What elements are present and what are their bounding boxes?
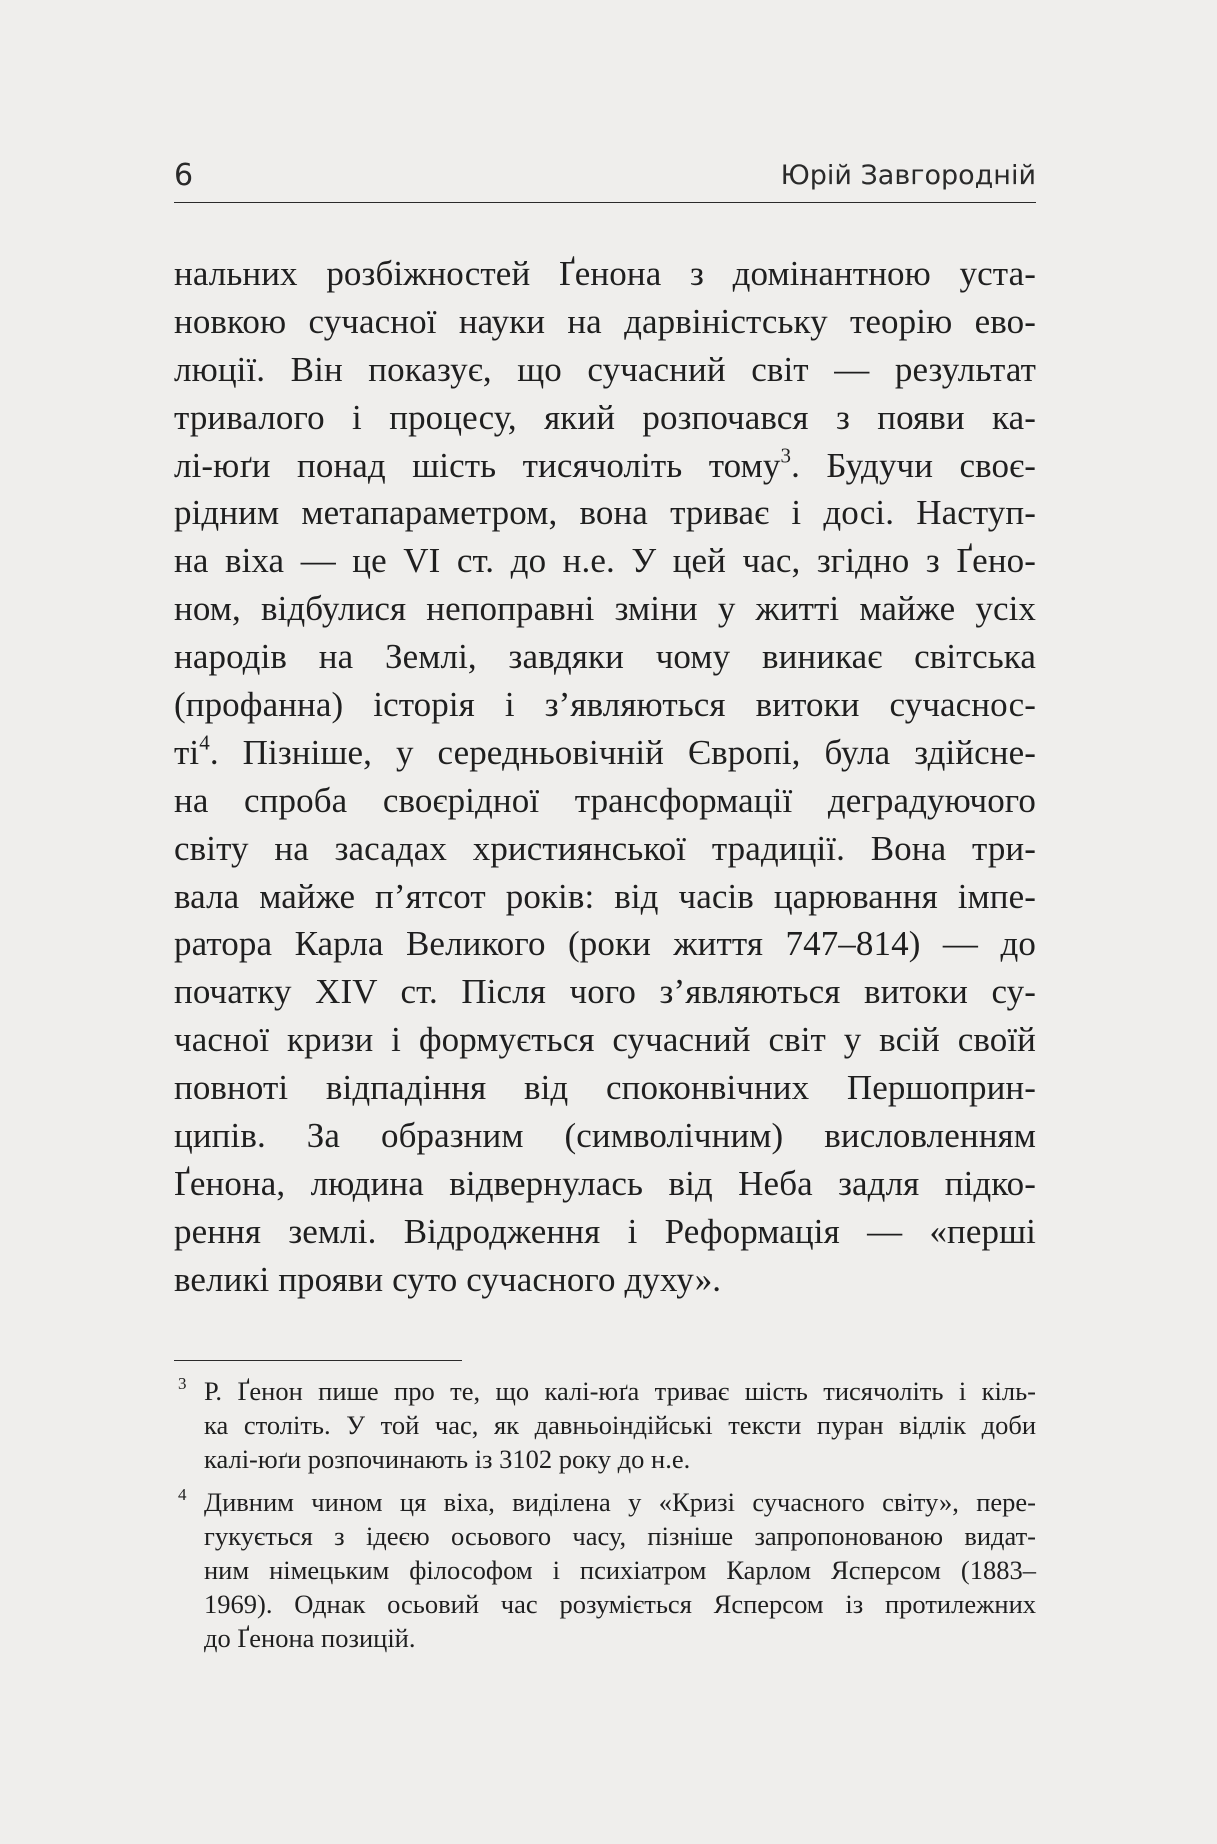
body-line: повноті відпадіння від споконвічних Першоприн- bbox=[174, 1068, 1036, 1108]
body-line: (профанна) історія і з’являються витоки сучаснос- bbox=[174, 685, 1036, 725]
footnote-3 bbox=[174, 1374, 1036, 1477]
body-line: $ті^4$. Пізніше, у середньовічній Європі, була здійсне- bbox=[174, 730, 1036, 772]
footnote-line: Р. Ґенон пише про те, що калі-юґа триває шість тисячоліть і кіль- bbox=[204, 1376, 1036, 1406]
body-line: люції. Він показує, що сучасний світ — результат bbox=[174, 349, 1036, 389]
body-text bbox=[174, 250, 1036, 1304]
footnote-4 bbox=[174, 1485, 1036, 1656]
body-line: рення землі. Відродження і Реформація — «перші bbox=[174, 1211, 1036, 1251]
footnotes bbox=[174, 1374, 1036, 1656]
body-line: на віха — це VI ст. до н.е. У цей час, згідно з Ґено- bbox=[174, 541, 1036, 581]
body-line: вала майже п’ятсот років: від часів царювання імпе- bbox=[174, 876, 1036, 916]
body-line: нальних розбіжностей Ґенона з домінантною уста- bbox=[174, 254, 1036, 293]
body-line: світу на засадах християнської традиції. Вона три- bbox=[174, 828, 1036, 868]
footnote-line: гукується з ідеєю осьового часу, пізніше запропонованою видат- bbox=[204, 1520, 1036, 1551]
body-line: новкою сучасної науки на дарвіністську теорію ево- bbox=[174, 301, 1036, 341]
body-line: тривалого і процесу, який розпочався з появи ка- bbox=[174, 397, 1036, 437]
body-line: на спроба своєрідної трансформації деградуючого bbox=[174, 780, 1036, 820]
footnote-ref-4: 4 bbox=[199, 730, 210, 755]
body-line: народів на Землі, завдяки чому виникає світська bbox=[174, 637, 1036, 677]
footnote-marker: 3 bbox=[178, 1374, 187, 1393]
body-line: часної кризи і формується сучасний світ у всій своїй bbox=[174, 1020, 1036, 1060]
footnote-line: ка століть. У той час, як давньоіндійські тексти пуран відлік доби bbox=[204, 1410, 1036, 1441]
footnote-marker: 4 bbox=[178, 1484, 187, 1504]
running-title: Юрій Завгородній bbox=[780, 160, 1036, 191]
body-line: початку XIV ст. Після чого з’являються витоки су- bbox=[174, 972, 1036, 1012]
footnote-separator bbox=[174, 1360, 462, 1361]
body-line: лі-юґи понад шість тисячоліть тому$^3$. Будучи своє- bbox=[174, 442, 1036, 485]
footnote-line: калі-юґи розпочинають із 3102 року до н.е. bbox=[204, 1444, 691, 1475]
body-line: великі прояви суто сучасного духу». bbox=[174, 1259, 722, 1299]
body-line: ном, відбулися непоправні зміни у житті майже усіх bbox=[174, 589, 1036, 629]
footnote-line: Дивним чином ця віха, виділена у «Кризі сучасного світу», пере- bbox=[204, 1486, 1036, 1517]
running-header bbox=[174, 150, 1036, 203]
footnote-line: ним німецьким філософом і психіатром Карлом Ясперсом (1883– bbox=[204, 1554, 1036, 1585]
footnote-line: до Ґенона позицій. bbox=[204, 1623, 416, 1654]
body-line: ципів. За образним (символічним) висловленням bbox=[174, 1116, 1036, 1156]
page-number: 6 bbox=[174, 158, 194, 193]
body-line: ратора Карла Великого (роки життя 747–814) — до bbox=[174, 924, 1036, 964]
footnote-line: 1969). Однак осьовий час розуміється Ясперсом із протилежних bbox=[204, 1589, 1036, 1620]
body-line: Ґенона, людина відвернулась від Неба задля підко- bbox=[174, 1163, 1036, 1203]
body-line: рідним метапараметром, вона триває і досі. Наступ- bbox=[174, 493, 1036, 533]
footnote-ref-3: 3 bbox=[780, 442, 792, 467]
